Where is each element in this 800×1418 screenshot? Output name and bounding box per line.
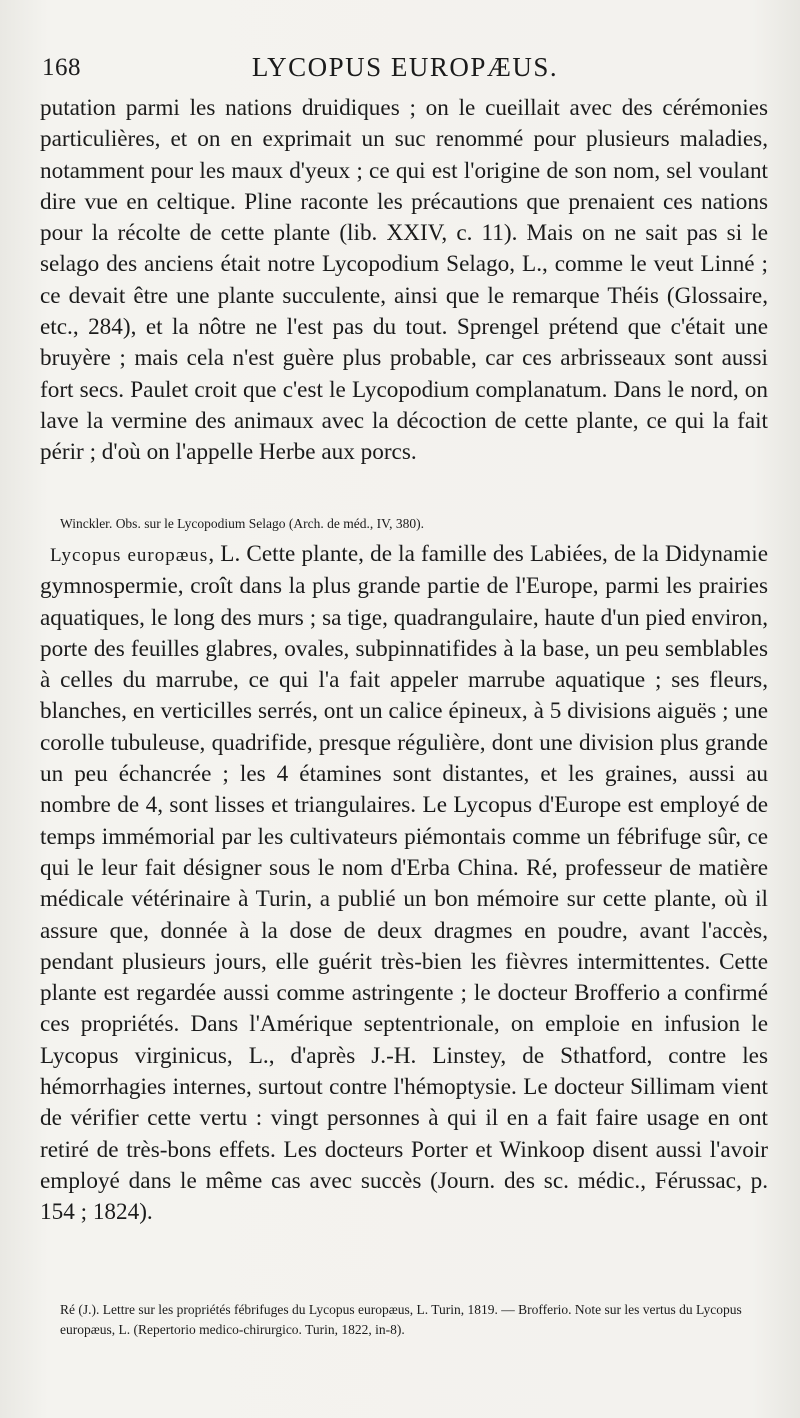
footnote-reference-1: Winckler. Obs. sur le Lycopodium Selago (Arch. de méd., IV, 380). [60, 516, 425, 531]
footnote-references-2: Ré (J.). Lettre sur les propriétés fébrifuges du Lycopus europæus, L. Turin, 1819. — Brofferio. Note sur les vertus du Lycopus europæus, L. (Repertorio medico-chirurgico. Turin, 1822, in-8). [60, 1302, 742, 1337]
paragraph-continued: putation parmi les nations druidiques ; on le cueillait avec des cérémonies particulières, et on en exprimait un suc renommé pour plusieurs maladies, notamment pour les maux d'yeux ; ce qui est l'origine de son nom, sel voulant dire vue en celtique. Pline raconte les précautions que prenaient ces nations pour la récolte de cette plante (lib. XXIV, c. 11). Mais on ne sait pas si le selago des anciens était notre Lycopodium Selago, L., comme le veut Linné ; ce devait être une plante succulente, ainsi que le remarque Théis (Glossaire, etc., 284), et la nôtre ne l'est pas du tout. Sprengel prétend que c'était une bruyère ; mais cela n'est guère plus probable, car ces arbrisseaux sont aussi fort secs. Paulet croit que c'est le Lycopodium complanatum. Dans le nord, on lave la vermine des animaux avec la décoction de cette plante, ce qui la fait périr ; d'où on l'appelle Herbe aux porcs. [40, 95, 768, 466]
entry-heading: Lycopus europæus [50, 545, 209, 566]
entry-text: , L. Cette plante, de la famille des Labiées, de la Didynamie gymnospermie, croît dans la plus grande partie de l'Europe, parmi les prairies aquatiques, le long des murs ; sa tige, quadrangulaire, haute d'un pied environ, porte des feuilles glabres, ovales, subpinnatifides à la base, un peu semblables à celles du marrube, ce qui l'a fait appeler marrube aquatique ; ses fleurs, blanches, en verticilles serrés, ont un calice épineux, à 5 divisions aiguës ; une corolle tubuleuse, quadrifide, presque régulière, dont une division plus grande un peu échancrée ; les 4 étamines sont distantes, et les graines, aussi au nombre de 4, sont lisses et triangulaires. Le Lycopus d'Europe est employé de temps immémorial par les cultivateurs piémontais comme un fébrifuge sûr, ce qui le leur fait désigner sous le nom d'Erba China. Ré, professeur de matière médicale vétérinaire à Turin, a publié un bon mémoire sur cette plante, où il assure que, donnée à la dose de deux dragmes en poudre, avant l'accès, pendant plusieurs jours, elle guérit très-bien les fièvres intermittentes. Cette plante est regardée aussi comme astringente ; le docteur Brofferio a confirmé ces propriétés. Dans l'Amérique septentrionale, on emploie en infusion le Lycopus virginicus, L., d'après J.-H. Linstey, de Sthatford, contre les hémorrhagies internes, surtout contre l'hémoptysie. Le docteur Sillimam vient de vérifier cette vertu : vingt personnes à qui il en a fait faire usage en ont retiré de très-bons effets. Les docteurs Porter et Winkoop disent aussi l'avoir employé dans le même cas avec succès (Journ. des sc. médic., Férussac, p. 154 ; 1824). [40, 541, 768, 1226]
running-head: LYCOPUS EUROPÆUS. [251, 52, 559, 82]
paragraph-lycopus [40, 539, 768, 1229]
page-number: 168 [42, 54, 81, 81]
body-text-top [40, 93, 768, 469]
page-header [40, 52, 770, 88]
body-text-lycopus [40, 539, 768, 1229]
